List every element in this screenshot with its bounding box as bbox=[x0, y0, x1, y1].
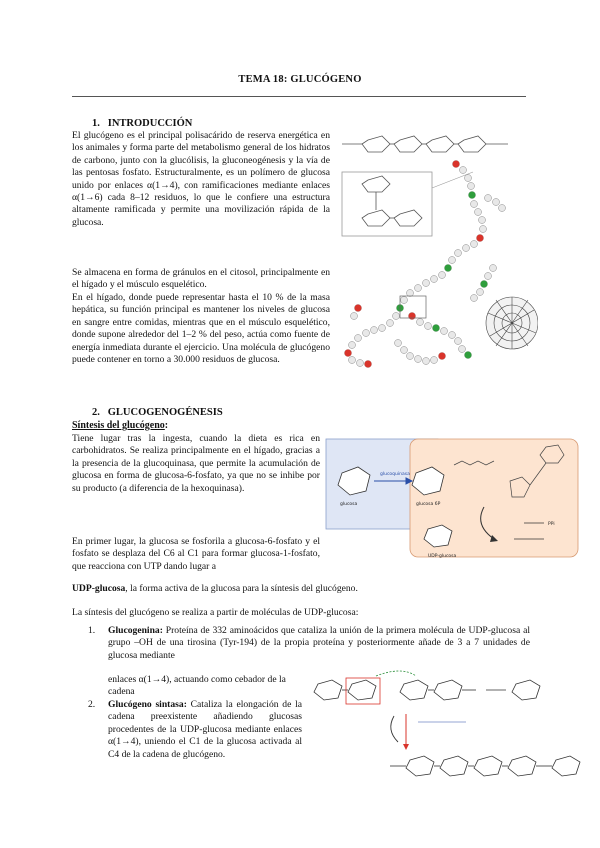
list-item-1-text bbox=[108, 625, 530, 662]
synthesis-paragraph-1: Tiene lugar tras la ingesta, cuando la dieta es rica en carbohidratos. Se realiza principalmente en el hígado, gracias a la presencia de la glucoquinasa, que permite la acumulación de glucosa en forma de glucosa-6-fosfato, ya que no se inhibe por su producto (a diferencia de la hexoquinasa). bbox=[72, 433, 320, 494]
synthesis-paragraph-2-end: , la forma activa de la glucosa para la síntesis del glucógeno. bbox=[125, 583, 358, 594]
section-2-heading: 2. GLUCOGENOGÉNESIS bbox=[92, 407, 223, 418]
list-item-1-number: 1. bbox=[88, 625, 96, 636]
synthesis-subheading bbox=[72, 420, 168, 431]
synthesis-subheading-text: Síntesis del glucógeno bbox=[72, 420, 165, 431]
glucokinase-label: glucoquinasa bbox=[380, 472, 410, 477]
intro-paragraph-1: El glucógeno es el principal polisacárido de reserva energética en los animales y forma parte del metabolismo general de los hidratos de carbono, junto con la glucólisis, la gluconeogénesis y la vía de las pentosas fosfato. Estructuralmente, es un polímero de glucosa unido por enlaces α(1→4), con ramificaciones mediante enlaces α(1→6) cada 8–12 residuos, lo que le confiere una estructura altamente ramificada y permite una movilización rápida de la glucosa. bbox=[72, 130, 330, 228]
list-item-2-number: 2. bbox=[88, 699, 96, 710]
glucogeno-sintasa-term: Glucógeno sintasa: bbox=[108, 699, 187, 710]
title-rule bbox=[72, 96, 526, 97]
list-item-2-text bbox=[108, 699, 302, 761]
alpha-1-6-branch-diagram bbox=[342, 172, 432, 236]
glycogen-synthase-figure bbox=[306, 664, 588, 788]
synthesis-paragraph-2-tail bbox=[72, 583, 532, 595]
udp-glucose-label: UDP-glucosa bbox=[428, 554, 457, 559]
udp-glucose-term: UDP-glucosa bbox=[72, 583, 126, 594]
branched-chain-residues bbox=[345, 161, 506, 368]
glycogen-structure-figure bbox=[338, 128, 538, 373]
synthesis-paragraph-3: La síntesis del glucógeno se realiza a partir de moléculas de UDP-glucosa: bbox=[72, 607, 359, 618]
top-chain bbox=[314, 680, 540, 700]
list-item-1-continuation: enlaces α(1→4), actuando como cebador de la cadena bbox=[108, 674, 286, 698]
glucose-activation-figure bbox=[324, 435, 582, 565]
g6p-label: glucosa 6P bbox=[416, 502, 441, 507]
bottom-chain bbox=[390, 756, 580, 776]
pyrophosphate-label: PPi bbox=[548, 522, 555, 527]
glucogenina-term: Glucogenina: bbox=[108, 625, 163, 636]
page-title: TEMA 18: GLUCÓGENO bbox=[238, 74, 362, 85]
glucogenina-description: Proteína de 332 aminoácidos que cataliza la unión de la primera molécula de UDP-glucosa al grupo –OH de una tirosina (Tyr-194) de la propia proteína y posteriormente añade de 3 a 7 unidades de glucosa mediante bbox=[108, 625, 530, 661]
glucogeno-sintasa-description: Cataliza la elongación de la cadena preexistente añadiendo glucosas procedentes de la UDP-glucosa mediante enlaces α(1→4), uniendo el C1 de la glucosa activada al C4 de la cadena de glucógeno. bbox=[108, 699, 302, 760]
glycogen-granule bbox=[486, 297, 538, 349]
alpha-1-4-chain-diagram bbox=[342, 136, 508, 152]
glucose-label: glucosa bbox=[340, 502, 358, 507]
synthesis-subheading-colon: : bbox=[164, 420, 169, 431]
intro-paragraph-2: Se almacena en forma de gránulos en el citosol, principalmente en el hígado y el músculo esquelético. bbox=[72, 267, 330, 291]
section-1-heading: 1. INTRODUCCIÓN bbox=[92, 118, 193, 129]
synthesis-paragraph-2-lead: En primer lugar, la glucosa se fosforila a glucosa-6-fosfato y el fosfato se desplaza del C6 al C1 para formar glucosa-1-fosfato, que reacciona con UTP dando lugar a bbox=[72, 536, 320, 572]
intro-paragraph-3: En el hígado, donde puede representar hasta el 10 % de la masa hepática, su función principal es mantener los niveles de glucosa en sangre entre comidas, mientras que en el músculo esquelético, donde supone alrededor del 1–2 % del peso, actúa como fuente de energía inmediata durante el ejercicio. Una molécula de glucógeno puede contener en torno a 30.000 residuos de glucosa. bbox=[72, 292, 330, 366]
